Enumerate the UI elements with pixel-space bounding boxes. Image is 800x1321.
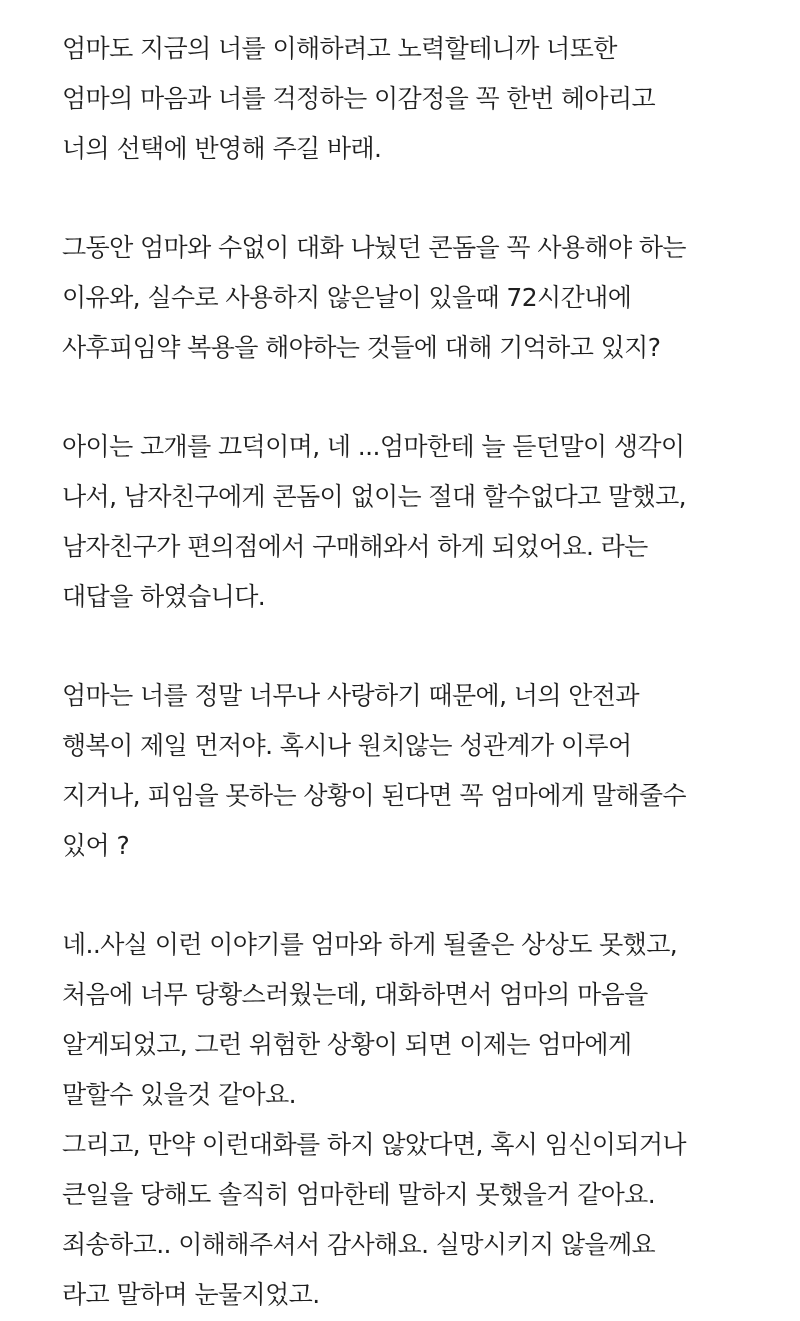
- text-line: 말할수 있을것 같아요.: [62, 1080, 296, 1109]
- paragraph-mother-understanding: [62, 24, 782, 174]
- text-line: 처음에 너무 당황스러웠는데, 대화하면서 엄마의 마음을: [62, 980, 648, 1009]
- text-line: 큰일을 당해도 솔직히 엄마한테 말하지 못했을거 같아요.: [62, 1180, 656, 1209]
- paragraph-child-answer: [62, 422, 782, 622]
- text-line: 엄마도 지금의 너를 이해하려고 노력할테니까 너또한: [62, 34, 617, 63]
- text-line: 죄송하고.. 이해해주셔서 감사해요. 실망시키지 않을께요: [62, 1230, 656, 1259]
- text-line: 아이는 고개를 끄덕이며, 네 ...엄마한테 늘 듣던말이 생각이: [62, 432, 685, 461]
- text-line: 너의 선택에 반영해 주길 바래.: [62, 134, 382, 163]
- text-line: 행복이 제일 먼저야. 혹시나 원치않는 성관계가 이루어: [62, 731, 632, 760]
- text-line: 대답을 하였습니다.: [62, 582, 266, 611]
- text-line: 지거나, 피임을 못하는 상황이 된다면 꼭 엄마에게 말해줄수: [62, 781, 686, 810]
- text-line: 라고 말하며 눈물지었고.: [62, 1280, 320, 1309]
- text-line: 있어 ?: [62, 831, 130, 860]
- text-line: 네..사실 이런 이야기를 엄마와 하게 될줄은 상상도 못했고,: [62, 930, 678, 959]
- text-line: 사후피임약 복용을 해야하는 것들에 대해 기억하고 있지?: [62, 333, 661, 362]
- text-line: 엄마의 마음과 너를 걱정하는 이감정을 꼭 한번 헤아리고: [62, 84, 656, 113]
- text-line: 그리고, 만약 이런대화를 하지 않았다면, 혹시 임신이되거나: [62, 1130, 686, 1159]
- text-line: 그동안 엄마와 수없이 대화 나눴던 콘돔을 꼭 사용해야 하는: [62, 233, 686, 262]
- article-body: [62, 24, 782, 1320]
- paragraph-mother-love: [62, 671, 782, 871]
- paragraph-condom-reminder: [62, 223, 782, 373]
- text-line: 알게되었고, 그런 위험한 상황이 되면 이제는 엄마에게: [62, 1030, 632, 1059]
- text-line: 이유와, 실수로 사용하지 않은날이 있을때 72시간내에: [62, 283, 632, 312]
- text-line: 나서, 남자친구에게 콘돔이 없이는 절대 할수없다고 말했고,: [62, 482, 686, 511]
- text-line: 엄마는 너를 정말 너무나 사랑하기 때문에, 너의 안전과: [62, 681, 639, 710]
- paragraph-child-reply: [62, 920, 782, 1320]
- text-line: 남자친구가 편의점에서 구매해와서 하게 되었어요. 라는: [62, 532, 648, 561]
